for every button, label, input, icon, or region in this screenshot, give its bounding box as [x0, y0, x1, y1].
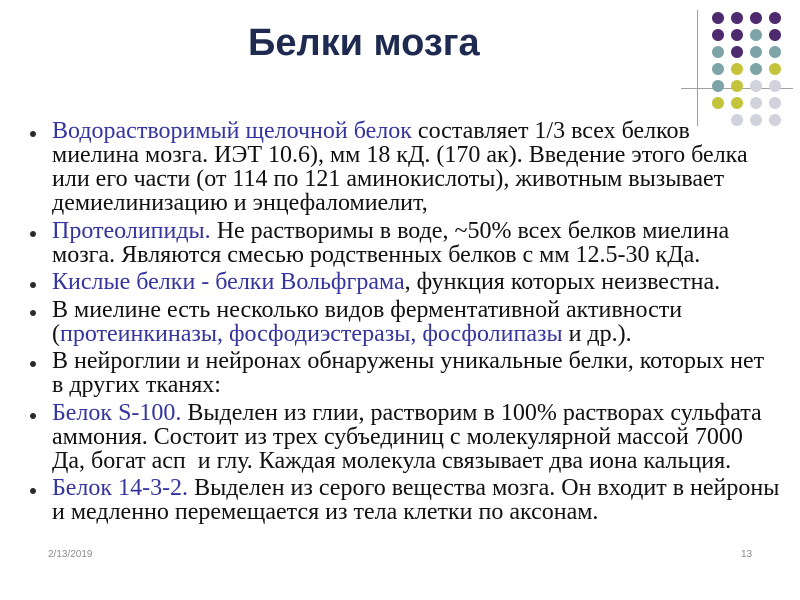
- bullet-line: [52, 449, 779, 473]
- decor-dot: [750, 63, 762, 75]
- body-text: (: [52, 320, 60, 347]
- body-text: в других тканях:: [52, 372, 221, 398]
- decor-dot: [750, 97, 762, 109]
- decor-dot: [712, 12, 724, 24]
- bullet-line: [52, 425, 779, 449]
- highlighted-term: протеинкиназы, фосфодиэстеразы, фосфолипазы: [60, 320, 563, 347]
- body-text: и медленно перемещается из тела клетки по аксонам.: [52, 499, 599, 525]
- body-text: составляет 1/3 всех белков: [411, 118, 690, 144]
- decor-dot: [712, 97, 724, 109]
- decor-dot: [712, 29, 724, 41]
- body-text: или его части (от 114 по 121 аминокислоты), животным вызывает: [52, 166, 725, 192]
- bullet-item: [52, 298, 779, 346]
- bullet-line: [52, 219, 779, 243]
- bullet-line: [52, 167, 779, 191]
- decor-dot: [712, 80, 724, 92]
- bullet-line: [52, 373, 779, 397]
- highlighted-term: Протеолипиды.: [52, 217, 211, 244]
- highlighted-term: Белок S-100.: [52, 399, 182, 426]
- body-text: , функция которых неизвестна.: [404, 269, 721, 295]
- bullet-line: [52, 270, 779, 294]
- decor-dot: [712, 46, 724, 58]
- bullet-line: [52, 349, 779, 373]
- bullet-list: [0, 119, 779, 528]
- bullet-line: [52, 476, 779, 500]
- decor-dot: [750, 12, 762, 24]
- bullet-line: [52, 119, 779, 143]
- bullet-marker: [30, 361, 36, 367]
- decor-dot: [769, 80, 781, 92]
- horizontal-rule: [681, 88, 793, 89]
- body-text: В нейроглии и нейронах обнаружены уникальные белки, которых нет: [52, 348, 765, 374]
- slide-number: 13: [741, 549, 753, 560]
- bullet-line: [52, 298, 779, 322]
- body-text: Не растворимы в воде, ~50% всех белков миелина: [210, 217, 730, 244]
- decor-dot: [750, 29, 762, 41]
- bullet-line: [52, 143, 779, 167]
- slide-title: Белки мозга: [248, 22, 480, 64]
- slide-date: 2/13/2019: [48, 549, 93, 560]
- body-text: демиелинизацию и энцефаломиелит,: [52, 190, 428, 216]
- bullet-marker: [30, 310, 36, 316]
- decor-dot: [731, 63, 743, 75]
- body-text: миелина мозга. ИЭТ 10.6), мм 18 кД. (170 ак). Введение этого белка: [52, 142, 748, 168]
- decor-dot: [750, 46, 762, 58]
- bullet-marker: [30, 231, 36, 237]
- decor-dot: [769, 29, 781, 41]
- decor-dot: [769, 12, 781, 24]
- bullet-line: [52, 401, 779, 425]
- bullet-marker: [30, 282, 36, 288]
- highlighted-term: Кислые белки - белки Вольфграма: [52, 269, 405, 295]
- decor-dot: [731, 80, 743, 92]
- bullet-line: [52, 243, 779, 267]
- body-text: В миелине есть несколько видов ферментативной активности: [52, 296, 683, 323]
- highlighted-term: Белок 14-3-2.: [52, 475, 189, 501]
- body-text: и др.).: [562, 320, 632, 347]
- bullet-item: [52, 401, 779, 473]
- bullet-item: [52, 119, 779, 215]
- decor-dot: [769, 97, 781, 109]
- bullet-item: [52, 219, 779, 267]
- vertical-rule: [697, 10, 698, 126]
- bullet-marker: [30, 488, 36, 494]
- body-text: Выделен из серого вещества мозга. Он входит в нейроны: [188, 475, 780, 501]
- bullet-item: [52, 349, 779, 397]
- decor-dot: [731, 29, 743, 41]
- bullet-item: [52, 476, 779, 524]
- bullet-line: [52, 322, 779, 346]
- decor-dot: [769, 63, 781, 75]
- bullet-line: [52, 191, 779, 215]
- body-text: Выделен из глии, растворим в 100% растворах сульфата: [181, 399, 762, 426]
- decor-dot: [731, 12, 743, 24]
- bullet-marker: [30, 131, 36, 137]
- body-text: Да, богат асп и глу. Каждая молекула связывает два иона кальция.: [52, 447, 732, 474]
- decor-dot: [712, 63, 724, 75]
- body-text: мозга. Являются смесью родственных белков с мм 12.5-30 кДа.: [52, 241, 701, 268]
- bullet-line: [52, 500, 779, 524]
- decor-dot: [750, 80, 762, 92]
- decor-dot: [731, 97, 743, 109]
- decor-dot: [731, 46, 743, 58]
- decor-dot: [769, 46, 781, 58]
- bullet-item: [52, 270, 779, 294]
- bullet-marker: [30, 413, 36, 419]
- body-text: аммония. Состоит из трех субъединиц с молекулярной массой 7000: [52, 423, 743, 450]
- highlighted-term: Водорастворимый щелочной белок: [52, 118, 412, 144]
